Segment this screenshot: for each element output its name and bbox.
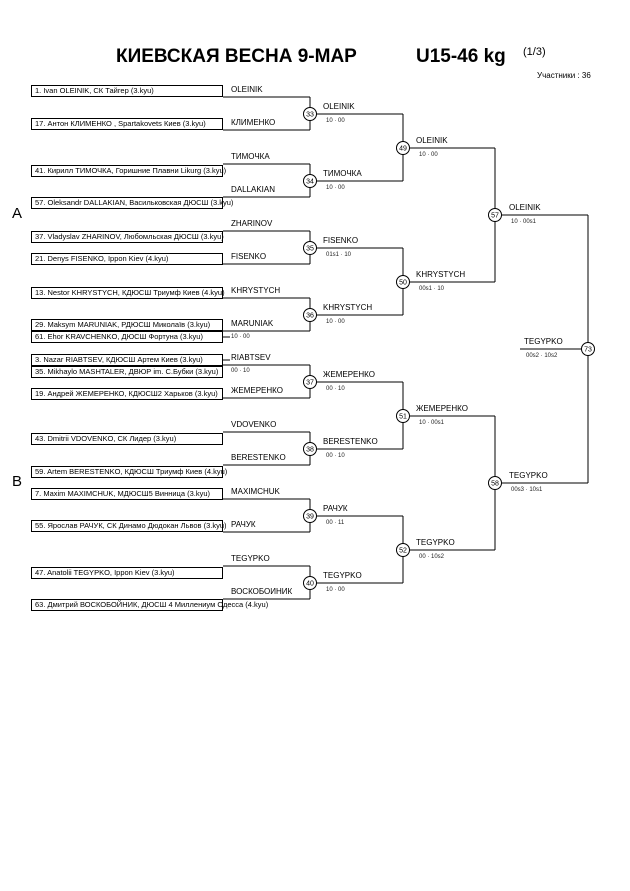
match-57-winner: OLEINIK bbox=[509, 203, 541, 212]
match-73-winner: TEGYPKO bbox=[524, 337, 563, 346]
entry-10: 3. Nazar RIABTSEV, КДЮСШ Артем Киев (3.kyu) bbox=[31, 354, 223, 366]
match-40-number: 40 bbox=[306, 580, 314, 588]
entry-2: 17. Антон КЛИМЕНКО , Spartakovets Киев (3.kyu) bbox=[31, 118, 223, 130]
match-38-score: 00 · 10 bbox=[326, 453, 345, 459]
page-indicator: (1/3) bbox=[523, 46, 546, 58]
match-52-number: 52 bbox=[399, 547, 407, 555]
match-35-score: 01s1 · 10 bbox=[326, 252, 352, 258]
r1-label-16: ВОСКОБОИНИК bbox=[231, 587, 293, 596]
match-37-winner: ЖЕМЕРЕНКО bbox=[323, 370, 375, 379]
match-50-winner: KHRYSTYCH bbox=[416, 270, 466, 279]
entry-11: 35. Mikhaylo MASHTALER, ДВЮР im. С.Бубки (3.kyu) bbox=[31, 366, 223, 378]
r1-label-7: KHRYSTYCH bbox=[231, 286, 281, 295]
match-39-number: 39 bbox=[306, 513, 314, 521]
match-52-score: 00 · 10s2 bbox=[419, 554, 445, 560]
match-51-winner: ЖЕМЕРЕНКО bbox=[416, 404, 468, 413]
r1-label-2: КЛИМЕНКО bbox=[231, 118, 276, 127]
match-33-score: 10 · 00 bbox=[326, 118, 345, 124]
r1-label-3: ТИМОЧКА bbox=[231, 152, 270, 161]
match-58-winner: TEGYPKO bbox=[509, 471, 548, 480]
r1-label-11: VDOVENKO bbox=[231, 420, 277, 429]
entry-1: 1. Ivan OLEINIK, СК Тайгер (3.kyu) bbox=[31, 85, 223, 97]
category-title: U15-46 kg bbox=[416, 46, 506, 67]
r1-label-6: FISENKO bbox=[231, 252, 267, 261]
entry-16: 55. Ярослав РАЧУК, СК Динамо Дюдокан Львов (3.kyu) bbox=[31, 520, 223, 532]
match-49-score: 10 · 00 bbox=[419, 152, 438, 158]
match-37-score: 00 · 10 bbox=[326, 386, 345, 392]
entry-6: 21. Denys FISENKO, Ippon Kiev (4.kyu) bbox=[31, 253, 223, 265]
match-58-score: 00s3 · 10s1 bbox=[511, 487, 543, 493]
match-35-number: 35 bbox=[306, 245, 314, 253]
match-57-number: 57 bbox=[491, 212, 499, 220]
r1-label-8: MARUNIAK bbox=[231, 319, 274, 328]
r1-label-1: OLEINIK bbox=[231, 85, 263, 94]
match-40-score: 10 · 00 bbox=[326, 587, 345, 593]
match-38-winner: BERESTENKO bbox=[323, 437, 378, 446]
entry-17: 47. Anatolii TEGYPKO, Ippon Kiev (3.kyu) bbox=[31, 567, 223, 579]
r1-label-5: ZHARINOV bbox=[231, 219, 273, 228]
match-39-winner: РАЧУК bbox=[323, 504, 348, 513]
entry-13: 43. Dmitrii VDOVENKO, СК Лидер (3.kyu) bbox=[31, 433, 223, 445]
match-50-score: 00s1 · 10 bbox=[419, 286, 445, 292]
match-36-winner: KHRYSTYCH bbox=[323, 303, 373, 312]
entry-7: 13. Nestor KHRYSTYCH, КДЮСШ Триумф Киев (4.kyu) bbox=[31, 287, 223, 299]
match-36-score: 10 · 00 bbox=[326, 319, 345, 325]
entry-3: 41. Кирилл ТИМОЧКА, Горишние Плавни Likurg (3.kyu) bbox=[31, 165, 223, 177]
match-33-number: 33 bbox=[306, 111, 314, 119]
match-57-score: 10 · 00s1 bbox=[511, 219, 537, 225]
r1-label-14: РАЧУК bbox=[231, 520, 256, 529]
section-b-label: B bbox=[12, 473, 23, 490]
r1-label-9: RIABTSEV bbox=[231, 353, 271, 362]
participants-count: Участники : 36 bbox=[537, 71, 591, 80]
entry-5: 37. Vladyslav ZHARINOV, Любомльская ДЮСШ (3.kyu) bbox=[31, 231, 223, 243]
match-34-score: 10 · 00 bbox=[326, 185, 345, 191]
match-73-number: 73 bbox=[584, 346, 592, 354]
match-39-score: 00 · 11 bbox=[326, 520, 345, 526]
match-40-winner: TEGYPKO bbox=[323, 571, 362, 580]
prelim-score-a: 10 · 00 bbox=[231, 334, 250, 340]
match-73-score: 00s2 · 10s2 bbox=[526, 353, 558, 359]
entry-9: 61. Ehor KRAVCHENKO, ДЮСШ Фортуна (3.kyu) bbox=[31, 331, 223, 343]
prelim-score-b: 00 · 10 bbox=[231, 368, 250, 374]
match-36-number: 36 bbox=[306, 312, 314, 320]
match-51-number: 51 bbox=[399, 413, 407, 421]
r1-label-15: TEGYPKO bbox=[231, 554, 270, 563]
match-34-winner: ТИМОЧКА bbox=[323, 169, 362, 178]
entry-18: 63. Дмитрий ВОСКОБОЙНИК, ДЮСШ 4 Миллениум Одесса (4.kyu) bbox=[31, 599, 223, 611]
match-35-winner: FISENKO bbox=[323, 236, 359, 245]
r1-label-4: DALLAKIAN bbox=[231, 185, 276, 194]
entry-8: 29. Maksym MARUNIAK, РДЮСШ Миколаїв (3.kyu) bbox=[31, 319, 223, 331]
section-a-label: A bbox=[12, 205, 23, 222]
match-33-winner: OLEINIK bbox=[323, 102, 355, 111]
event-title: КИЕВСКАЯ ВЕСНА 9-МАР bbox=[116, 46, 357, 67]
match-51-score: 10 · 00s1 bbox=[419, 420, 445, 426]
match-49-number: 49 bbox=[399, 145, 407, 153]
r1-label-13: MAXIMCHUK bbox=[231, 487, 280, 496]
match-58-number: 58 bbox=[491, 480, 499, 488]
match-38-number: 38 bbox=[306, 446, 314, 454]
entry-12: 19. Андрей ЖЕМЕРЕНКО, КДЮСШ2 Харьков (3.kyu) bbox=[31, 388, 223, 400]
r1-label-12: BERESTENKO bbox=[231, 453, 286, 462]
r1-label-10: ЖЕМЕРЕНКО bbox=[231, 386, 283, 395]
match-50-number: 50 bbox=[399, 279, 407, 287]
match-37-number: 37 bbox=[306, 379, 314, 387]
match-34-number: 34 bbox=[306, 178, 314, 186]
entry-14: 59. Artem BERESTENKO, КДЮСШ Триумф Киев (4.kyu) bbox=[31, 466, 223, 478]
entry-4: 57. Oleksandr DALLAKIAN, Васильковская ДЮСШ (3.kyu) bbox=[31, 197, 223, 209]
entry-15: 7. Maxim MAXIMCHUK, МДЮСШ5 Винница (3.kyu) bbox=[31, 488, 223, 500]
match-52-winner: TEGYPKO bbox=[416, 538, 455, 547]
match-49-winner: OLEINIK bbox=[416, 136, 448, 145]
